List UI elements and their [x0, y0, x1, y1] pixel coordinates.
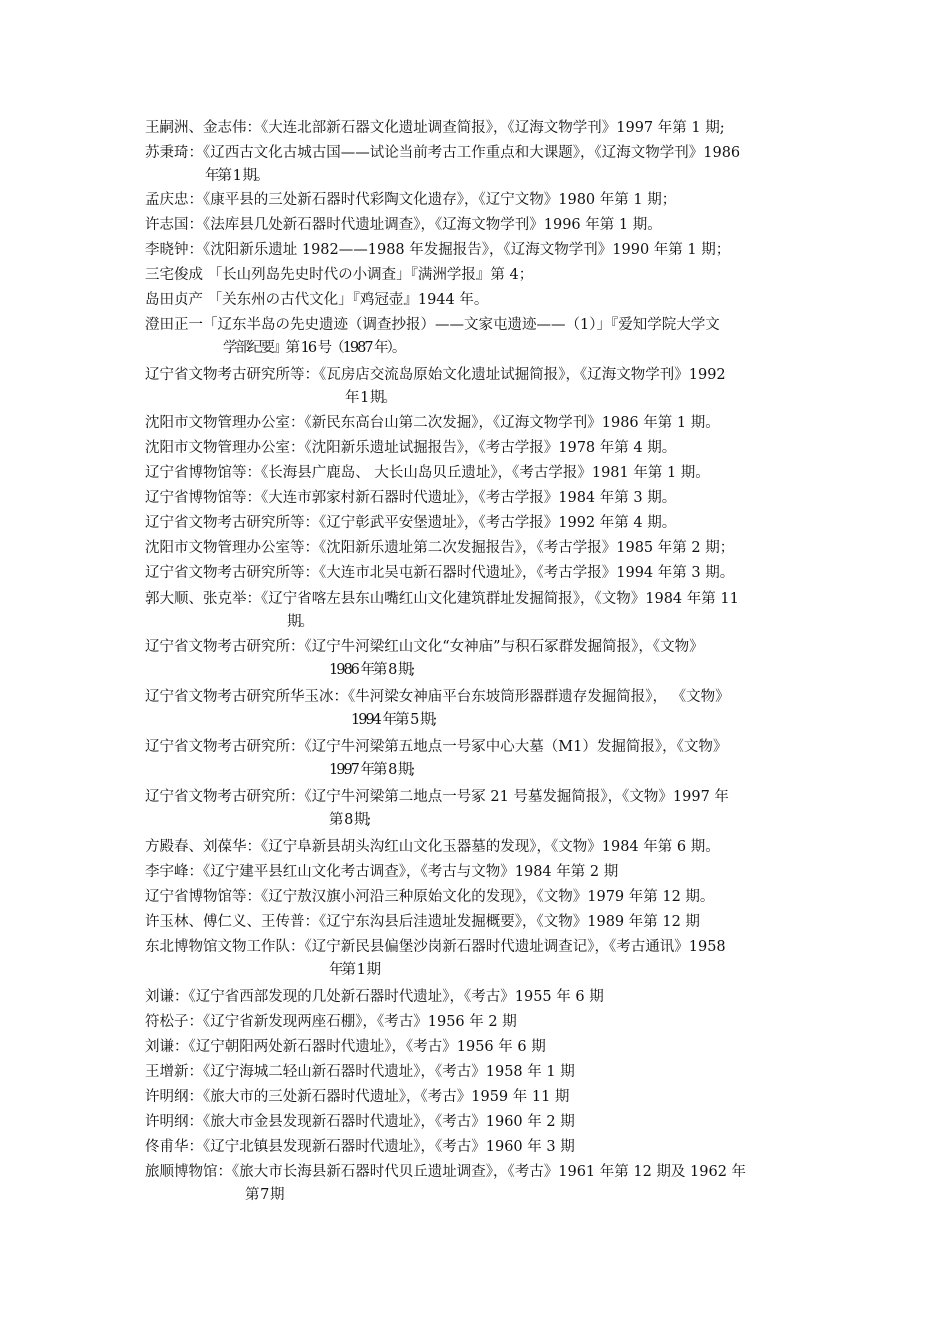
reference-item [145, 1111, 815, 1134]
reference-item [145, 636, 815, 682]
reference-item [145, 836, 815, 859]
reference-item [145, 886, 815, 909]
reference-text: 许玉林、傅仁义、王传普：《辽宁东沟县后洼遗址发掘概要》，《文物》1989 年第 12 期 [145, 914, 700, 930]
reference-text: 刘谦：《辽宁省西部发现的几处新石器时代遗址》，《考古》1955 年 6 期 [145, 989, 604, 1005]
reference-item [145, 437, 815, 460]
reference-item [145, 736, 815, 782]
reference-text: 孟庆忠：《康平县的三处新石器时代彩陶文化遗存》，《辽宁文物》1980 年第 1 期； [145, 192, 677, 208]
reference-continuation: 1994 年第 5 期; [351, 712, 436, 728]
reference-item [145, 786, 815, 832]
reference-item [145, 588, 815, 634]
reference-item [145, 512, 815, 535]
reference-text: 辽宁省博物馆等：《长海县广鹿岛、 大长山岛贝丘遗址》，《考古学报》1981 年第 1 期。 [145, 465, 710, 481]
reference-text: 许明纲：《旅大市金县发现新石器时代遗址》，《考古》1960 年 2 期 [145, 1114, 575, 1130]
reference-text: 澄田正一「辽东半岛の先史遗迹（调查抄报）——文家屯遗迹——（1）」『爱知学院大学文 [145, 317, 720, 333]
reference-item [145, 189, 815, 212]
reference-item [145, 214, 815, 237]
reference-item [145, 289, 815, 312]
reference-item [145, 1086, 815, 1109]
reference-continuation: 1986 年第 8 期; [329, 662, 414, 678]
reference-item [145, 861, 815, 884]
reference-text: 岛田贞产 「关东州の古代文化」『鸡冠壶』1944 年。 [145, 292, 489, 308]
reference-item [145, 412, 815, 435]
reference-text: 辽宁省文物考古研究所华玉冰：《牛河梁女神庙平台东坡筒形器群遗存发掘简报》， 《文物》 [145, 689, 730, 705]
reference-text: 郭大顺、张克举：《辽宁省喀左县东山嘴红山文化建筑群址发掘简报》，《文物》1984 年第 11 [145, 591, 739, 607]
reference-text: 辽宁省文物考古研究所：《辽宁牛河梁红山文化“女神庙”与积石冢群发掘简报》，《文物》 [145, 639, 704, 655]
reference-text: 李晓钟：《沈阳新乐遗址 1982——1988 年发掘报告》，《辽海文物学刊》1990 年第 1 期； [145, 242, 731, 258]
reference-item [145, 314, 815, 360]
reference-text: 旅顺博物馆：《旅大市长海县新石器时代贝丘遗址调查》，《考古》1961 年第 12 期及 1962 年 [145, 1164, 747, 1180]
reference-item [145, 911, 815, 934]
reference-continuation: 第 7 期 [245, 1187, 283, 1203]
reference-continuation: 年 1 期。 [345, 390, 395, 406]
reference-text: 方殿春、刘葆华：《辽宁阜新县胡头沟红山文化玉器墓的发现》，《文物》1984 年第 6 期。 [145, 839, 720, 855]
reference-text: 沈阳市文物管理办公室：《新民东高台山第二次发掘》，《辽海文物学刊》1986 年第 1 期。 [145, 415, 720, 431]
reference-item [145, 264, 815, 287]
reference-item [145, 487, 815, 510]
reference-text: 沈阳市文物管理办公室：《沈阳新乐遗址试掘报告》，《考古学报》1978 年第 4 期。 [145, 440, 677, 456]
reference-item [145, 986, 815, 1009]
reference-item [145, 936, 815, 982]
reference-continuation: 年第 1 期 [329, 962, 379, 978]
reference-text: 辽宁省文物考古研究所：《辽宁牛河梁第二地点一号冢 21 号墓发掘简报》，《文物》1997 年 [145, 789, 729, 805]
reference-item [145, 239, 815, 262]
reference-item [145, 686, 815, 732]
reference-text: 辽宁省文物考古研究所等：《大连市北吴屯新石器时代遗址》，《考古学报》1994 年第 3 期。 [145, 565, 735, 581]
reference-text: 辽宁省文物考古研究所等：《辽宁彰武平安堡遗址》，《考古学报》1992 年第 4 期。 [145, 515, 677, 531]
reference-text: 苏秉琦：《辽西古文化古城古国——试论当前考古工作重点和大课题》，《辽海文物学刊》1986 [145, 145, 741, 161]
reference-text: 佟甫华：《辽宁北镇县发现新石器时代遗址》，《考古》1960 年 3 期 [145, 1139, 575, 1155]
reference-text: 符松子：《辽宁省新发现两座石棚》，《考古》1956 年 2 期 [145, 1014, 517, 1030]
reference-continuation: 学部纪要』第 16 号（1987 年）。 [223, 340, 405, 356]
reference-text: 东北博物馆文物工作队：《辽宁新民县偏堡沙岗新石器时代遗址调查记》，《考古通讯》1958 [145, 939, 726, 955]
reference-continuation: 1997 年第 8 期; [329, 762, 414, 778]
reference-text: 辽宁省文物考古研究所等：《瓦房店交流岛原始文化遗址试掘简报》，《辽海文物学刊》1992 [145, 367, 726, 383]
reference-text: 沈阳市文物管理办公室等：《沈阳新乐遗址第二次发掘报告》，《考古学报》1985 年第 2 期； [145, 540, 735, 556]
reference-text: 李宇峰：《辽宁建平县红山文化考古调查》，《考古与文物》1984 年第 2 期 [145, 864, 619, 880]
reference-item [145, 462, 815, 485]
reference-item [145, 1011, 815, 1034]
reference-item [145, 562, 815, 585]
reference-text: 三宅俊成 「长山列岛先史时代の小调査」『满洲学报』第 4； [145, 267, 534, 283]
reference-item [145, 117, 815, 140]
reference-text: 王嗣洲、金志伟：《大连北部新石器文化遗址调查简报》，《辽海文物学刊》1997 年第 1 期; [145, 120, 725, 136]
reference-text: 许志国：《法库县几处新石器时代遗址调查》，《辽海文物学刊》1996 年第 1 期。 [145, 217, 662, 233]
reference-text: 刘谦：《辽宁朝阳两处新石器时代遗址》，《考古》1956 年 6 期 [145, 1039, 546, 1055]
reference-continuation: 期。 [287, 614, 312, 630]
reference-continuation: 第 8 期; [329, 812, 370, 828]
reference-item [145, 1161, 815, 1207]
reference-item [145, 1061, 815, 1084]
reference-item [145, 537, 815, 560]
reference-item [145, 364, 815, 410]
reference-continuation: 年第 1 期。 [205, 168, 268, 184]
reference-item [145, 1036, 815, 1059]
reference-text: 辽宁省博物馆等：《大连市郭家村新石器时代遗址》，《考古学报》1984 年第 3 期。 [145, 490, 677, 506]
reference-text: 辽宁省文物考古研究所：《辽宁牛河梁第五地点一号冢中心大墓（M1）发掘简报》，《文物》 [145, 739, 728, 755]
reference-item [145, 1136, 815, 1159]
reference-text: 王增新：《辽宁海城二轻山新石器时代遗址》，《考古》1958 年 1 期 [145, 1064, 575, 1080]
reference-text: 许明纲：《旅大市的三处新石器时代遗址》，《考古》1959 年 11 期 [145, 1089, 570, 1105]
reference-text: 辽宁省博物馆等：《辽宁敖汉旗小河沿三种原始文化的发现》，《文物》1979 年第 12 期。 [145, 889, 715, 905]
reference-item [145, 142, 815, 188]
